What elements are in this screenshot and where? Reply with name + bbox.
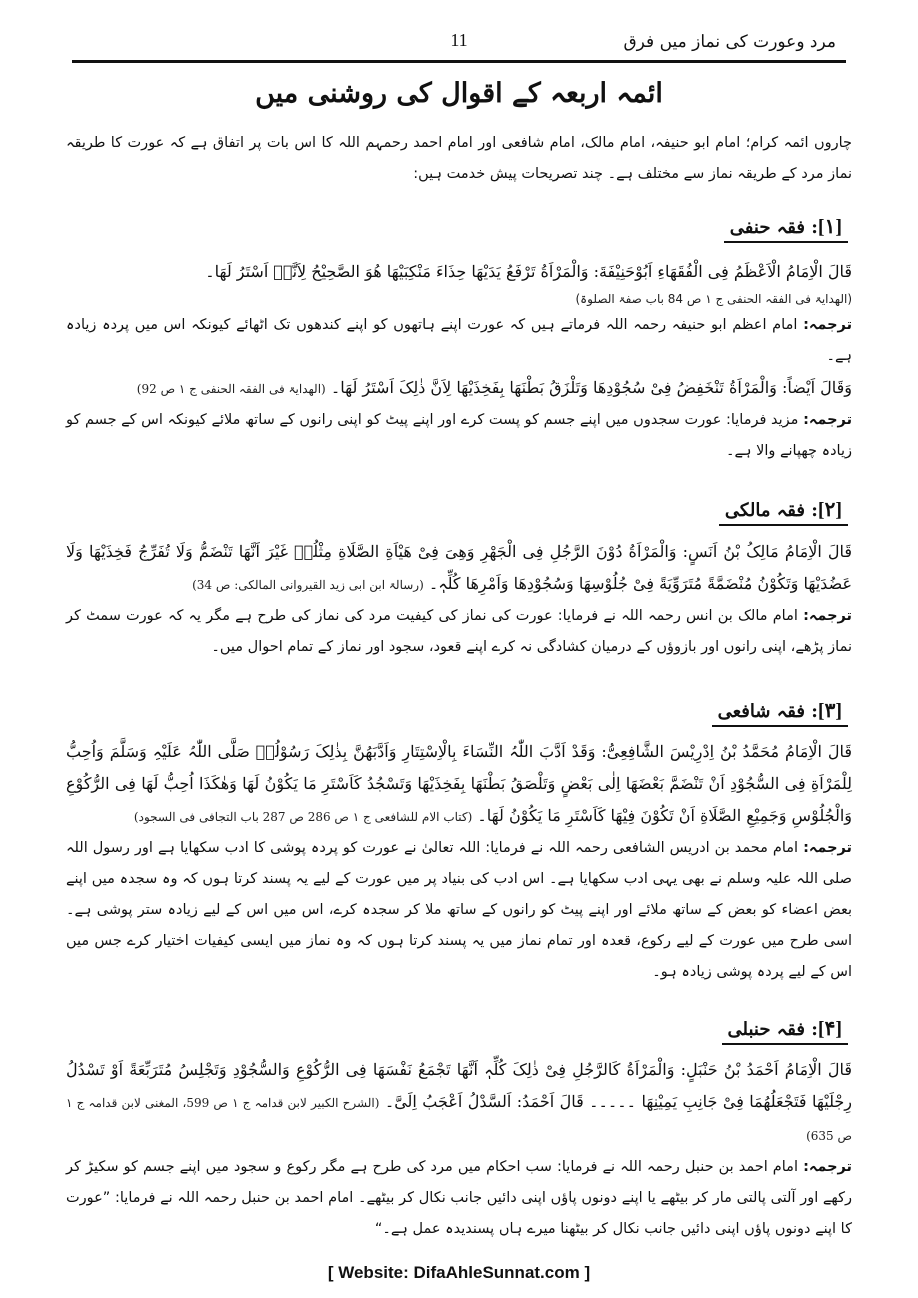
arabic-text: قَالَ الْاِمَامُ اَحْمَدُ بْنُ حَنْبَلٍ: وَالْمَرْاَةُ کَالرَّجُلِ فِیْ ذٰلِکَ کُلِّہٖ اَنَّھَا تَجْمَعُ نَفْسَھَا فِی الرُّکُوْعِ وَالسُّجُوْدِ وَتَجْلِسُ مُتَرَبِّعَةً اَوْ تَسْدُلُ رِجْلَیْھَا فَتَجْعَلُھُمَا فِیْ جَانِبِ یَمِیْنِھَا ۔۔۔۔۔ قَالَ اَحْمَدُ: اَلسَّدْلُ اَعْجَبُ اِلَیَّ۔ <box>66 1060 853 1111</box>
translation-label: ترجمہ: <box>803 608 852 624</box>
section-number: [۳] <box>817 700 842 722</box>
page-number: 11 <box>450 30 468 50</box>
arabic-quote <box>66 372 852 405</box>
section-title: : فقہ حنبلی <box>727 1019 818 1040</box>
section-heading-hanafi <box>724 214 848 241</box>
section-body-hanafi <box>66 256 852 467</box>
intro-paragraph: چاروں ائمہ کرام؛ امام ابو حنیفہ، امام مالک، امام شافعی اور امام احمد رحمہم اللہ کا اس بات پر اتفاق ہے کہ عورت کا طریقہ نماز مرد کے طریقہ نماز سے مختلف ہے۔ چند تصریحات پیش خدمت ہیں: <box>66 135 852 182</box>
reference: (کتاب الام للشافعی ج ۱ ص 286 ص 287 باب التجافی فی السجود) <box>133 810 473 824</box>
translation <box>66 1152 852 1245</box>
header-rule <box>72 60 846 63</box>
translation <box>66 833 852 988</box>
translation-label: ترجمہ: <box>803 317 853 333</box>
translation-label: ترجمہ: <box>803 412 853 428</box>
translation-text: امام احمد بن حنبل رحمہ اللہ نے فرمایا: سب احکام میں مرد کی طرح ہے مگر رکوع و سجود میں اپنے جسم کو سکیڑ کر رکھے اور آلتی پالتی مار کر بیٹھے یا اپنے دونوں پاؤں اپنی دائیں جانب نکال کر بیٹھے۔ امام احمد بن حنبل رحمہ اللہ نے فرمایا: ”عورت کا اپنے دونوں پاؤں اپنی دائیں جانب نکال کر بیٹھنا میرے ہاں پسندیدہ عمل ہے۔“ <box>66 1159 852 1237</box>
translation-text: امام محمد بن ادریس الشافعی رحمہ اللہ نے فرمایا: اللہ تعالیٰ نے عورت کو پردہ پوشی کا ادب سکھایا ہے اور رسول اللہ صلی اللہ علیہ وسلم نے بھی یہی ادب سکھایا ہے۔ اس ادب کی بنیاد پر میں عورت کے لیے یہ پسند کرتا ہوں کہ وہ سجدہ میں اپنے بعض اعضاء کو بعض کے ساتھ ملائے اور اپنے پیٹ کو رانوں کے ساتھ ملا کر سجدہ کرے، اس میں اس کے لیے زیادہ ستر پوشی ہے۔ اسی طرح میں عورت کے لیے رکوع، قعدہ اور تمام نماز میں یہ پسند کرتا ہوں کہ وہ نماز میں ایسی کیفیات اختیار کرے جس میں اس کے لیے پردہ پوشی زیادہ ہو۔ <box>66 840 852 980</box>
section-title: : فقہ شافعی <box>717 701 818 722</box>
translation <box>66 405 852 467</box>
website-footer: [ Website: DifaAhleSunnat.com ] <box>327 1263 591 1282</box>
section-number: [۲] <box>817 499 842 521</box>
arabic-text: قَالَ الْاِمَامُ مُحَمَّدُ بْنُ اِدْرِیْسَ الشَّافِعِیُّ: وَقَدْ اَدَّبَ اللّٰہُ النِّسَاءَ بِالْاِسْتِتَارِ وَاَدَّبَھُنَّ بِذٰلِکَ رَسُوْلُہٗ صَلَّی اللّٰہُ عَلَیْہِ وَسَلَّمَ وَاُحِبُّ لِلْمَرْاَةِ فِی السُّجُوْدِ اَنْ تَنْضَمَّ بَعْضَھَا اِلٰی بَعْضٍ وَتَلْصَقُ بَطْنَھَا بِفَخِذَیْھَا وَتَسْجُدُ کَاَسْتَرِ مَا یَکُوْنُ لَھَا وَھٰکَذَا اُحِبُّ لَھَا فِی الرُّکُوْعِ وَالْجُلُوْسِ وَجَمِیْعِ الصَّلَاةِ اَنْ تَکُوْنَ فِیْھَا کَاَسْتَرِ مَا یَکُوْنُ لَھَا۔ <box>66 742 852 825</box>
translation-label: ترجمہ: <box>803 1159 852 1175</box>
arabic-quote <box>66 1054 852 1152</box>
page-header <box>72 26 846 62</box>
translation-text: امام اعظم ابو حنیفہ رحمہ اللہ فرماتے ہیں کہ عورت اپنے ہاتھوں کو اپنے کندھوں تک اٹھائے کیونکہ اس میں پردہ زیادہ ہے۔ <box>66 317 852 364</box>
arabic-quote <box>66 736 852 833</box>
reference: (الشرح الکبیر لابن قدامہ ج ۱ ص 599، المغنی لابن قدامہ ج ۱ ص 635) <box>66 1096 852 1143</box>
translation <box>66 601 852 663</box>
translation-text: امام مالک بن انس رحمہ اللہ نے فرمایا: عورت کی نماز کی کیفیت مرد کی نماز کی طرح ہے مگر یہ کہ عورت سمٹ کر نماز پڑھے، اپنی رانوں اور بازوؤں کے درمیان کشادگی نہ کرے اپنے قعود، سجود اور نماز کے تمام احوال میں۔ <box>66 608 852 655</box>
book-title: مرد وعورت کی نماز میں فرق <box>623 32 836 52</box>
section-body-shafii <box>66 736 852 988</box>
section-body-hanbali <box>66 1054 852 1245</box>
translation-text: مزید فرمایا: عورت سجدوں میں اپنے جسم کو پست کرے اور اپنے پیٹ کو اپنی رانوں کے ساتھ ملائے کیونکہ اس کے جسم کو زیادہ چھپانے والا ہے۔ <box>66 412 852 459</box>
section-heading-shafii <box>712 698 848 725</box>
section-title: : فقہ حنفی <box>729 217 818 238</box>
translation <box>66 310 852 372</box>
reference: (رسالۃ ابن ابی زید القیروانی المالکی: ص 34) <box>192 578 424 592</box>
reference: (الھدایۃ فی الفقہ الحنفی ج ۱ ص 84 باب صفۃ الصلوۃ) <box>575 292 852 306</box>
section-number: [۴] <box>817 1018 842 1040</box>
arabic-quote <box>66 536 852 601</box>
section-heading-hanbali <box>722 1016 848 1043</box>
reference: (الھدایۃ فی الفقہ الحنفی ج ۱ ص 92) <box>136 382 326 396</box>
section-title: : فقہ مالکی <box>724 500 818 521</box>
arabic-text: وَقَالَ اَیْضاً: وَالْمَرْاَةُ تَنْخَفِضُ فِیْ سُجُوْدِھَا وَتَلْزَقُ بَطْنَھَا بِفَخِذَیْھَا لِاَنَّ ذٰلِکَ اَسْتَرُ لَھَا۔ <box>330 378 852 397</box>
arabic-quote: قَالَ الْاِمَامُ الْاَعْظَمُ فِی الْفُقَھَاءِ اَبُوْحَنِیْفَةَ: وَالْمَرْاَةُ تَرْفَعُ یَدَیْھَا حِذَاءَ مَنْکِبَیْھَا ھُوَ الصَّحِیْحُ لِاَنَّہٗ اَسْتَرُ لَھَا۔ <box>205 262 852 281</box>
section-heading-maliki <box>719 497 848 524</box>
main-heading: ائمہ اربعہ کے اقوال کی روشنی میں <box>255 78 663 109</box>
arabic-text: قَالَ الْاِمَامُ مَالِکُ بْنُ اَنَسٍ: وَالْمَرْاَةُ دُوْنَ الرَّجُلِ فِی الْجَھْرِ وَھِیَ فِیْ ھَیْاَةِ الصَّلَاةِ مِثْلُہٗ غَیْرَ اَنَّھَا تَنْضَمُّ وَلَا تُفَرِّجُ فَخِذَیْھَا وَلَا عَضُدَیْھَا وَتَکُوْنُ مُنْضَمَّةً مُتَرَوِّیَةً فِیْ جُلُوْسِھَا وَسُجُوْدِھَا وَاَمْرِھَا کُلِّہٖ۔ <box>66 542 853 593</box>
translation-label: ترجمہ: <box>803 840 852 856</box>
section-body-maliki <box>66 536 852 663</box>
section-number: [۱] <box>817 216 842 238</box>
